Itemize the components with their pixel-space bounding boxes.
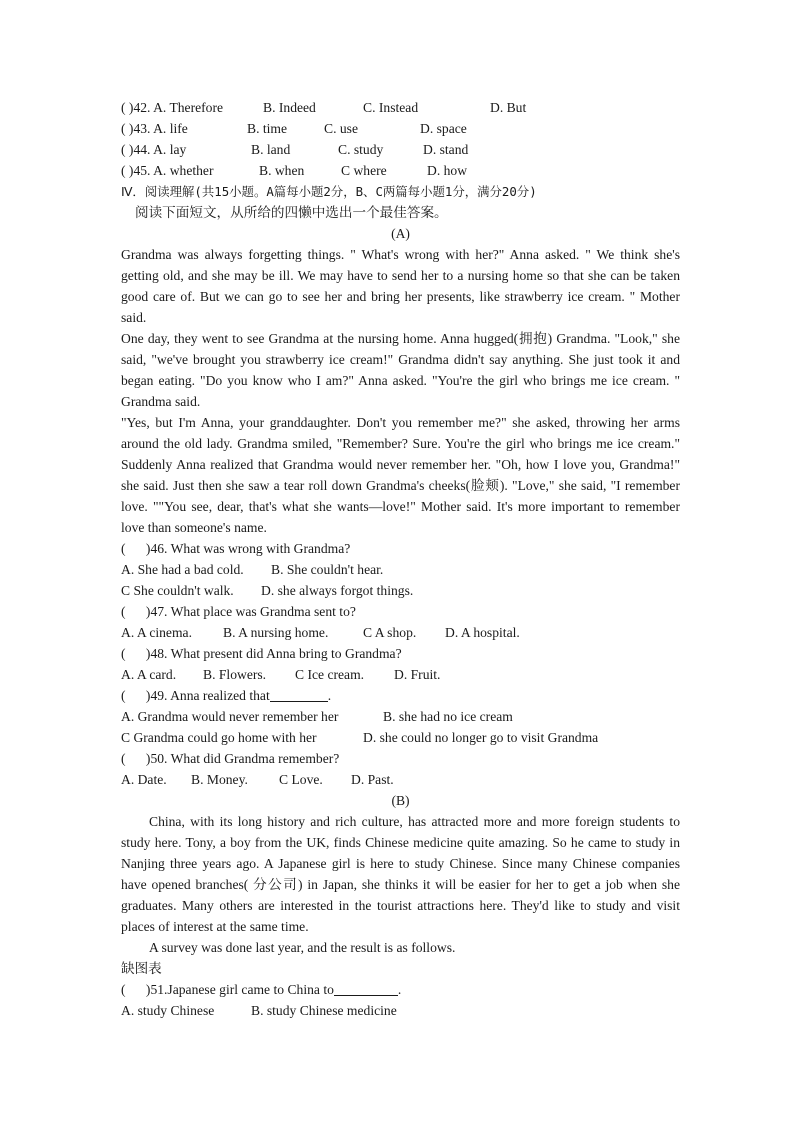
q51-answer-blank[interactable] [334,981,398,996]
q50-option-d: D. Past. [351,772,394,787]
q47-option-a: A. A cinema. [121,625,192,640]
passage-a-paragraph-3: "Yes, but I'm Anna, your granddaughter. Don't you remember me?" she asked, throwing her arms around the old lady. Grandma smiled, "Remember? Sure. You're the girl who brings me ice cream." Suddenly Anna realized that Grandma would never remember her. "Oh, how I love you, Grandma!" she said. Just then she saw a tear roll down Grandma's cheeks(脸颊). "Love," she said, "I remember love. ""You see, dear, that's what she wants—love!" Mother said. It's more important to remember love than someone's name. [121,415,680,535]
question-47-options [121,622,680,643]
exam-page [121,97,680,1021]
question-43 [121,118,680,139]
q49-option-c: C Grandma could go home with her [121,730,317,745]
q51-option-a: A. study Chinese [121,1003,215,1018]
passage-a-paragraph-1: Grandma was always forgetting things. " What's wrong with her?" Anna asked. " We think she's getting old, and she may be ill. We may have to send her to a nursing home so that she can be taken good care of. But we can go to see her and bring her presents, like strawberry ice cream. " Mother said. [121,247,680,325]
question-46-options-cd [121,580,680,601]
q45-option-d: D. how [427,163,468,178]
q49-stem-end: . [327,688,332,703]
q45-option-b: B. when [259,163,305,178]
q43-option-d: D. space [420,121,467,136]
question-48-options [121,664,680,685]
q50-option-b: B. Money. [191,772,248,787]
q48-option-b: B. Flowers. [203,667,267,682]
q43-option-b: B. time [247,121,288,136]
q51-stem-end: . [397,982,402,997]
q51-option-b: B. study Chinese medicine [251,1003,397,1018]
question-49-options-cd [121,727,680,748]
q50-option-a: A. Date. [121,772,167,787]
question-50-options [121,769,680,790]
question-51-options [121,1000,680,1021]
q46-option-d: D. she always forgot things. [261,583,414,598]
question-48-stem: ( )48. What present did Anna bring to Grandma? [121,646,402,661]
q44-option-a: ( )44. A. lay [121,142,187,157]
q47-option-d: D. A hospital. [445,625,520,640]
q42-option-b: B. Indeed [263,100,316,115]
q46-option-b: B. She couldn't hear. [271,562,384,577]
passage-b-label: (B) [391,793,410,808]
question-49-options-ab [121,706,680,727]
section-4-title: Ⅳ．阅读理解(共15小题。A篇每小题2分，B、C两篇每小题1分，满分20分) [121,184,537,199]
q44-option-b: B. land [251,142,291,157]
q46-option-a: A. She had a bad cold. [121,562,244,577]
q48-option-c: C Ice cream. [295,667,365,682]
q42-option-a: ( )42. A. Therefore [121,100,224,115]
q42-option-d: D. But [490,100,527,115]
question-44 [121,139,680,160]
passage-a-paragraph-2: One day, they went to see Grandma at the nursing home. Anna hugged(拥抱) Grandma. "Look," she said, "we've brought you strawberry ice cream!" Grandma didn't say anything. She just took it and began eating. "Do you know who I am?" Anna asked. "You're the girl who brings me ice cream. " Grandma said. [121,331,680,409]
question-45 [121,160,680,181]
passage-b-paragraph-1: China, with its long history and rich culture, has attracted more and more foreign students to study here. Tony, a boy from the UK, finds Chinese medicine quite amazing. So he came to study in Nanjing three years ago. A Japanese girl is here to study Chinese. Since many Chinese companies have opened branches( 分公司) in Japan, she thinks it will be easier for her to get a job when she graduates. Many others are interested in the tourist attractions here. They'd like to study and visit places of interest at the same time. [121,814,680,934]
q49-option-b: B. she had no ice cream [383,709,513,724]
q42-option-c: C. Instead [363,100,419,115]
q44-option-d: D. stand [423,142,469,157]
q49-stem-text: ( )49. Anna realized that [121,688,270,703]
missing-chart-note: 缺图表 [121,961,162,976]
q47-option-b: B. A nursing home. [223,625,329,640]
q49-option-d: D. she could no longer go to visit Grandma [363,730,599,745]
q51-stem-text: ( )51.Japanese girl came to China to [121,982,334,997]
q48-option-d: D. Fruit. [394,667,441,682]
q44-option-c: C. study [338,142,384,157]
q50-option-c: C Love. [279,772,323,787]
question-46-stem: ( )46. What was wrong with Grandma? [121,541,351,556]
q45-option-c: C where [341,163,387,178]
question-49-stem [121,685,680,706]
section-4-instruction: 阅读下面短文，从所给的四懒中选出一个最佳答案。 [135,205,448,220]
q48-option-a: A. A card. [121,667,177,682]
q46-option-c: C She couldn't walk. [121,583,234,598]
question-42 [121,97,680,118]
q45-option-a: ( )45. A. whether [121,163,214,178]
question-50-stem: ( )50. What did Grandma remember? [121,751,340,766]
question-51-stem [121,979,680,1000]
q49-answer-blank[interactable] [270,687,328,702]
q43-option-c: C. use [324,121,358,136]
question-46-options-ab [121,559,680,580]
passage-b-paragraph-2: A survey was done last year, and the result is as follows. [149,940,456,955]
q47-option-c: C A shop. [363,625,417,640]
q43-option-a: ( )43. A. life [121,121,188,136]
passage-a-label: (A) [391,226,410,241]
question-47-stem: ( )47. What place was Grandma sent to? [121,604,356,619]
q49-option-a: A. Grandma would never remember her [121,709,339,724]
